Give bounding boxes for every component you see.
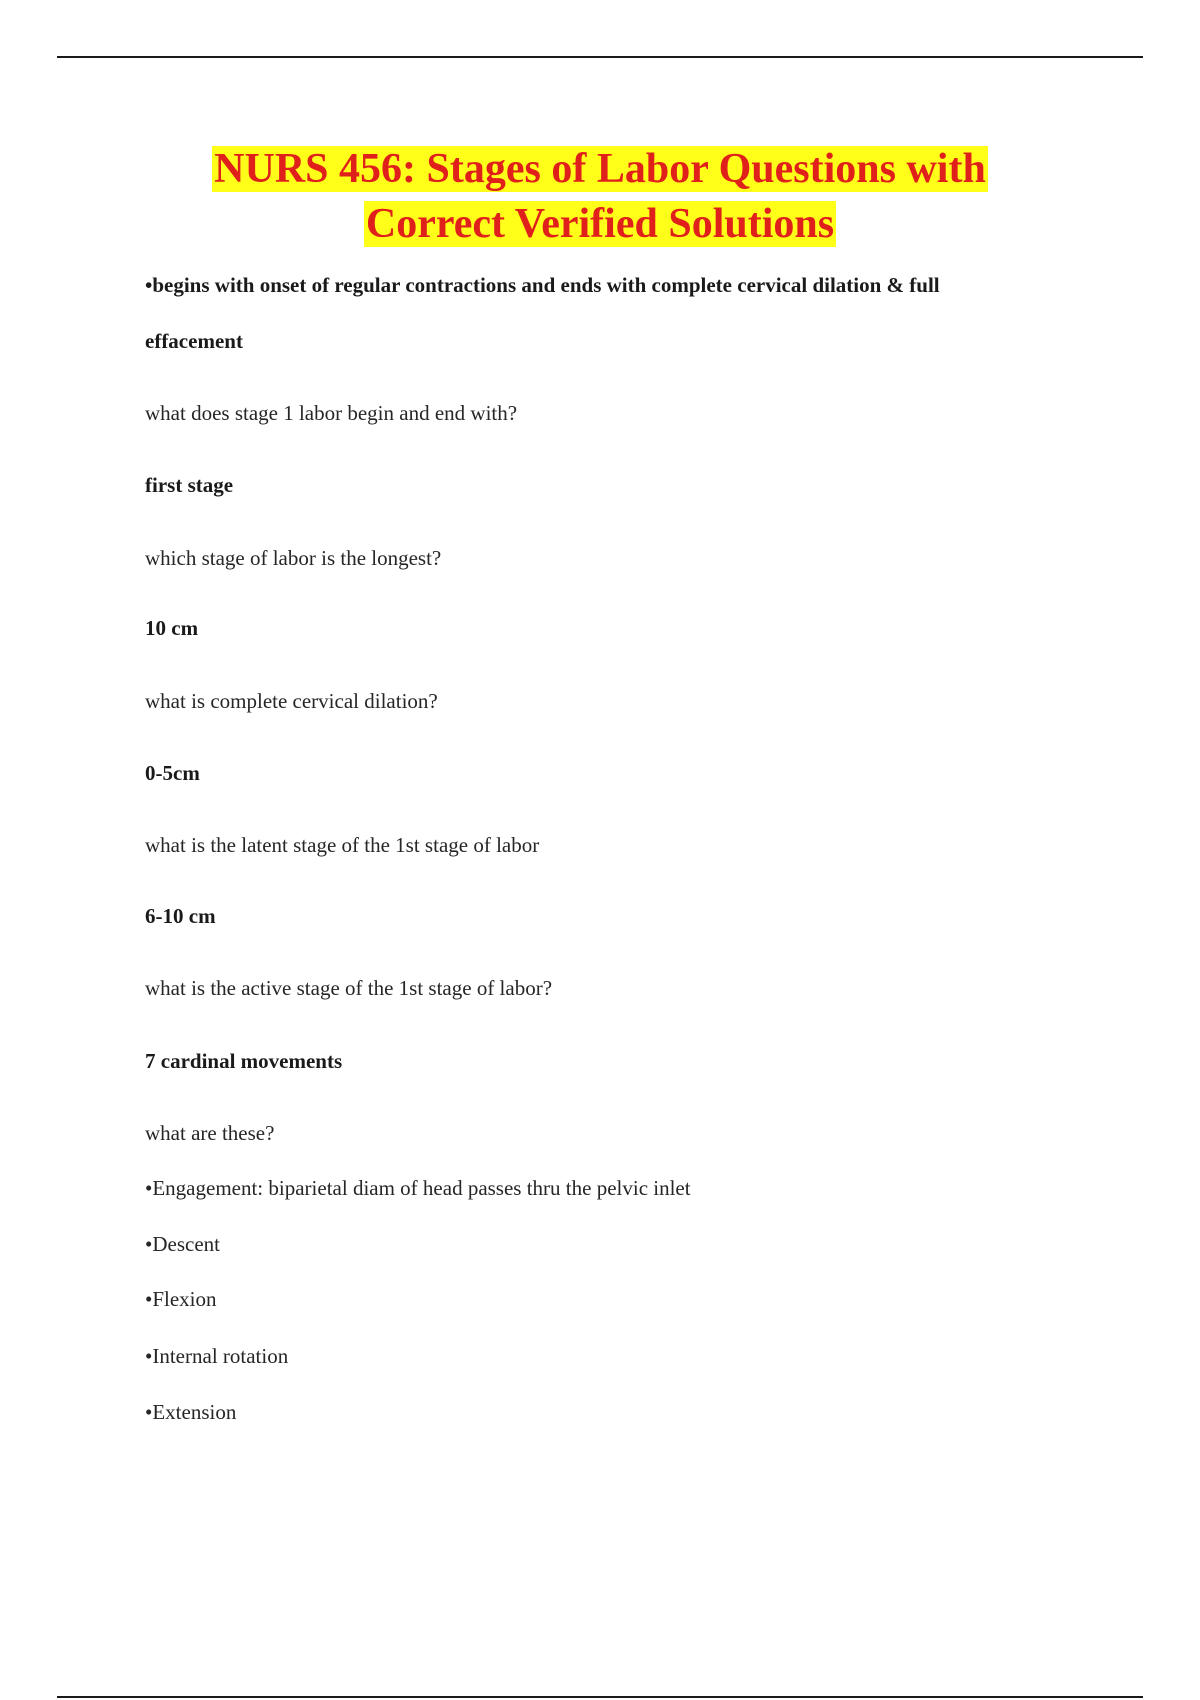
list-item-internal-rotation: •Internal rotation	[145, 1344, 289, 1368]
question-stage1: what does stage 1 labor begin and end with?	[145, 401, 518, 425]
question-latent-stage: what is the latent stage of the 1st stage of labor	[145, 833, 540, 857]
question-what-are-these: what are these?	[145, 1121, 275, 1145]
answer-stage1-definition: •begins with onset of regular contractions and ends with complete cervical dilation & full	[145, 273, 940, 297]
answer-10cm: 10 cm	[145, 616, 199, 640]
answer-stage1-definition-cont: effacement	[145, 329, 243, 353]
bottom-rule	[57, 1696, 1143, 1698]
question-longest-stage: which stage of labor is the longest?	[145, 546, 442, 570]
question-complete-dilation: what is complete cervical dilation?	[145, 689, 438, 713]
document-title-line-1: NURS 456: Stages of Labor Questions with	[214, 146, 986, 192]
list-item-engagement: •Engagement: biparietal diam of head passes thru the pelvic inlet	[145, 1176, 691, 1200]
document-title-line-2: Correct Verified Solutions	[365, 201, 835, 247]
answer-first-stage: first stage	[145, 473, 234, 497]
list-item-flexion: •Flexion	[145, 1287, 217, 1311]
top-rule	[57, 56, 1143, 58]
list-item-extension: •Extension	[145, 1400, 237, 1424]
answer-cardinal-movements: 7 cardinal movements	[145, 1049, 343, 1073]
answer-6-10cm: 6-10 cm	[145, 904, 216, 928]
answer-0-5cm: 0-5cm	[145, 761, 200, 785]
list-item-descent: •Descent	[145, 1232, 220, 1256]
question-active-stage: what is the active stage of the 1st stage of labor?	[145, 976, 553, 1000]
document-title	[0, 142, 1200, 252]
